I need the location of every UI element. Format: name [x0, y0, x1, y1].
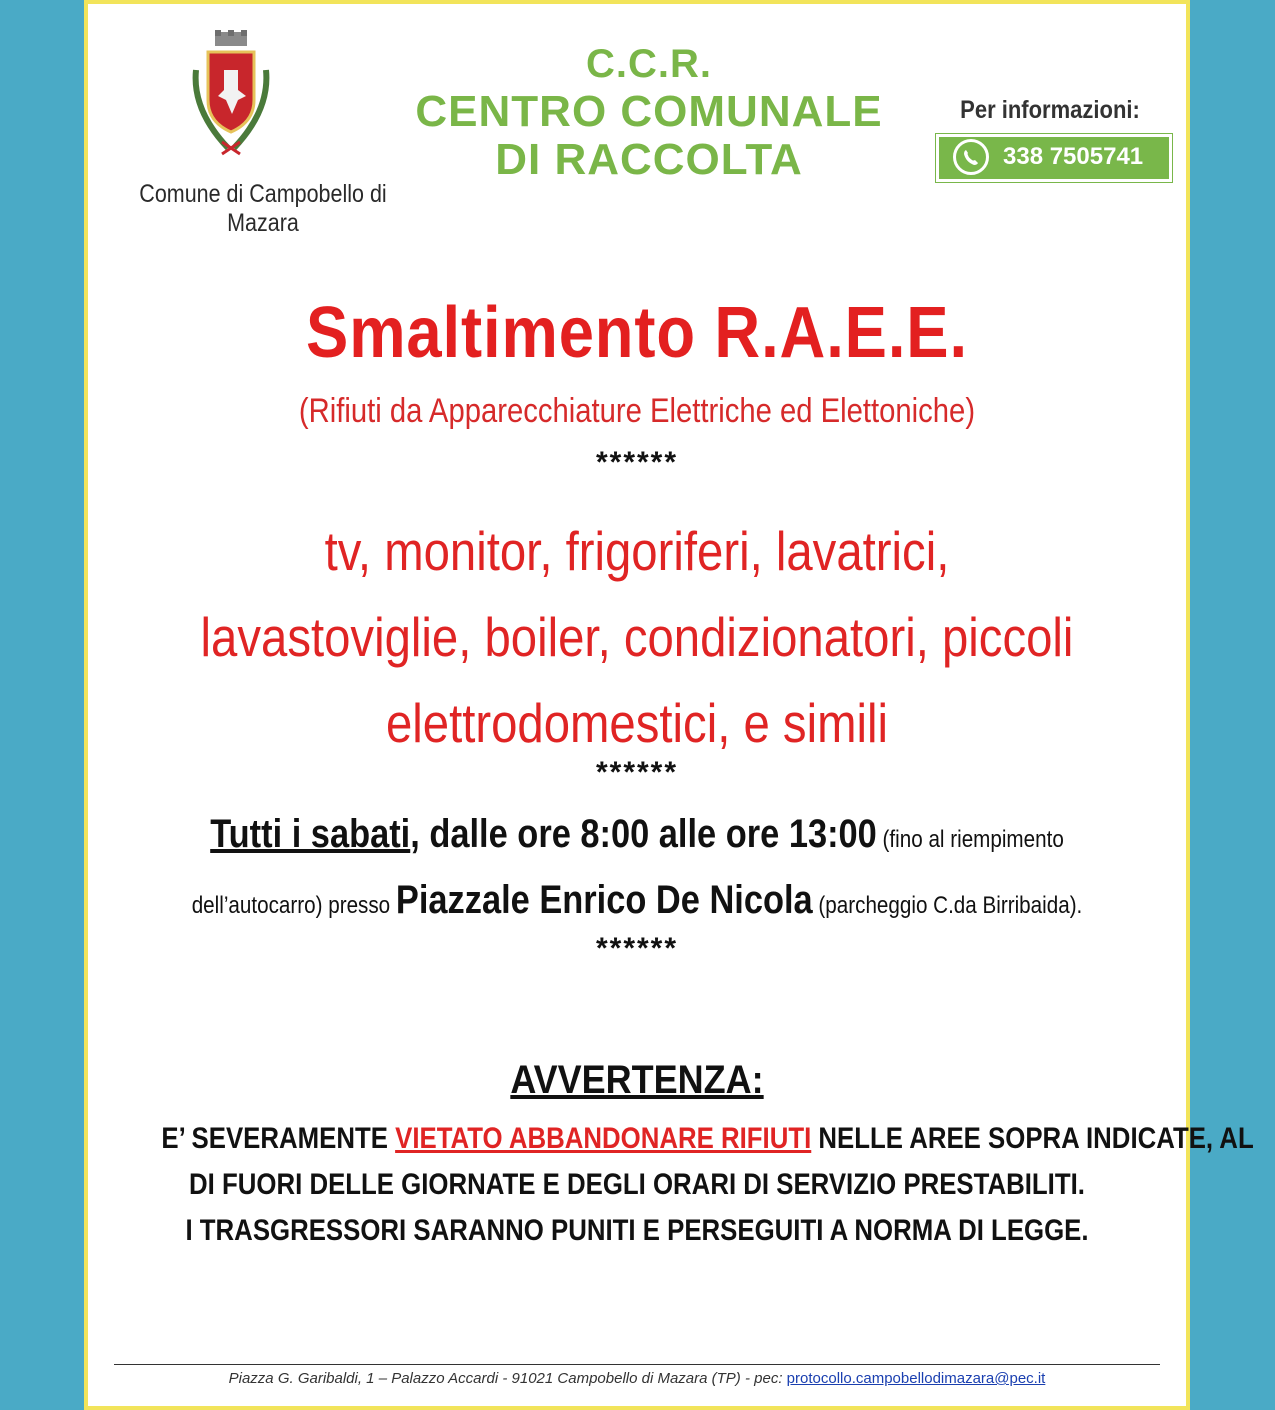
location-name: Piazzale Enrico De Nicola: [395, 878, 813, 922]
schedule-hours: , dalle ore 8:00 alle ore 13:00: [410, 812, 877, 856]
comune-name: Comune di Campobello di Mazara: [139, 180, 387, 237]
items-list: [161, 508, 1112, 766]
items-line-1: tv, monitor, frigoriferi, lavatrici,: [324, 520, 950, 582]
warning-line-1: [161, 1116, 1254, 1162]
separator-stars: ******: [595, 446, 679, 479]
warning-line-2: DI FUORI DELLE GIORNATE E DEGLI ORARI DI SERVIZIO PRESTABILITI.: [189, 1168, 1085, 1201]
warning-title: AVVERTENZA:: [510, 1058, 764, 1102]
location: [161, 878, 1112, 923]
page-title: Smaltimento R.A.E.E.: [306, 293, 968, 373]
location-pre: dell’autocarro) presso: [191, 892, 396, 919]
footer: [84, 1370, 1190, 1387]
schedule-days: Tutti i sabati: [210, 812, 411, 856]
footer-email-link[interactable]: protocollo.campobellodimazara@pec.it: [786, 1370, 1046, 1387]
separator-stars: ******: [595, 756, 679, 789]
poster: [84, 0, 1254, 1410]
ccr-line-2: CENTRO COMUNALE: [415, 87, 883, 136]
phone-contact[interactable]: [936, 134, 1172, 182]
items-line-3: elettrodomestici, e simili: [385, 692, 889, 754]
footer-address: Piazza G. Garibaldi, 1 – Palazzo Accardi - 91021 Campobello di Mazara (TP) - pec:: [228, 1370, 787, 1387]
subtitle: (Rifiuti da Apparecchiature Elettriche ed Elettoniche): [298, 392, 976, 430]
footer-divider: [114, 1364, 1160, 1365]
schedule-note: (fino al riempimento: [876, 826, 1064, 853]
warning-line-3: I TRASGRESSORI SARANNO PUNITI E PERSEGUITI A NORMA DI LEGGE.: [185, 1214, 1089, 1247]
separator-stars: ******: [595, 932, 679, 965]
location-post: (parcheggio C.da Birribaida).: [812, 892, 1083, 919]
items-line-2: lavastoviglie, boiler, condizionatori, piccoli: [200, 606, 1074, 668]
phone-number: 338 7505741: [1003, 143, 1144, 170]
warning-line-1-post: NELLE AREE SOPRA INDICATE, AL: [811, 1122, 1254, 1155]
warning-line-1-pre: E’ SEVERAMENTE: [161, 1122, 396, 1155]
municipal-crest-icon: [188, 30, 274, 160]
warning-highlight: VIETATO ABBANDONARE RIFIUTI: [395, 1122, 812, 1155]
ccr-title: [384, 40, 914, 184]
warning-text: [161, 1116, 1254, 1254]
schedule: [161, 812, 1112, 857]
ccr-line-1: C.C.R.: [586, 42, 712, 86]
info-label: Per informazioni:: [960, 96, 1140, 124]
phone-icon: [953, 139, 989, 175]
ccr-line-3: DI RACCOLTA: [495, 135, 803, 184]
